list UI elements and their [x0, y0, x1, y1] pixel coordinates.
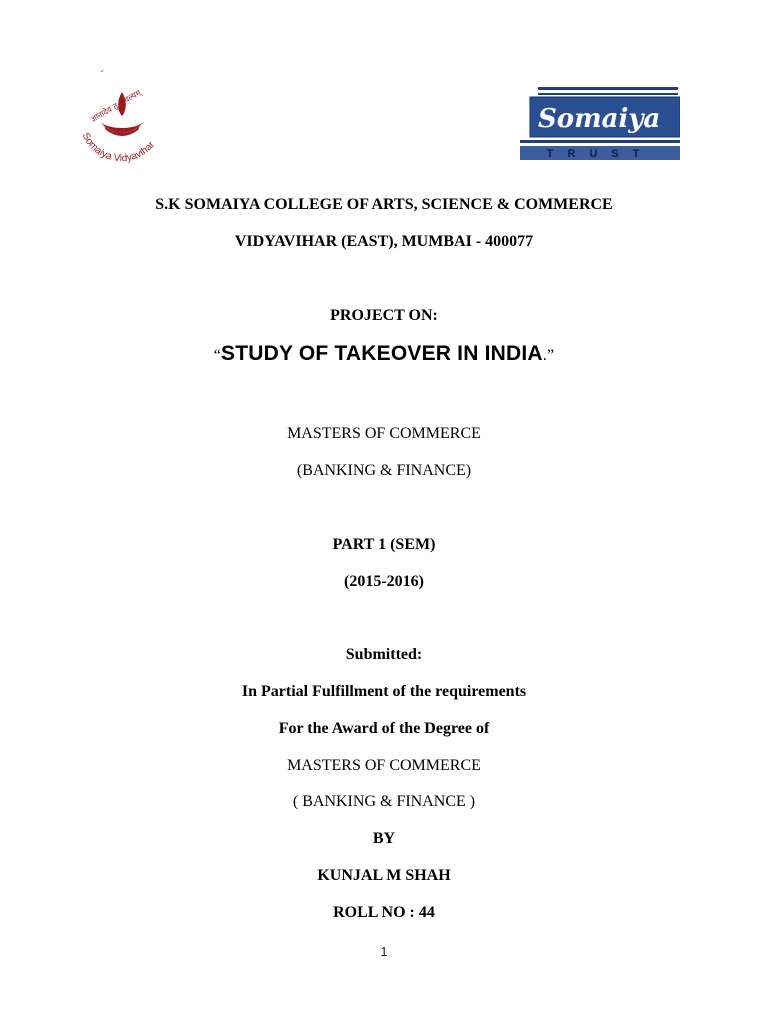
submission-by: BY [372, 830, 396, 847]
project-label: PROJECT ON: [330, 307, 438, 324]
somaiya-vidyavihar-logo [70, 70, 174, 166]
student-name: KUNJAL M SHAH [317, 867, 451, 884]
submission-line-1: In Partial Fulfillment of the requirements [241, 683, 527, 700]
lamp-logo-icon [70, 70, 174, 166]
submission-degree: MASTERS OF COMMERCE [287, 757, 481, 774]
course-specialization: (BANKING & FINANCE) [296, 462, 472, 479]
logo-bottom-text: Somaiya Vidyavihar [79, 131, 158, 165]
logo-motto-text [70, 70, 166, 72]
project-title [0, 342, 768, 366]
title-close-quote: .” [542, 347, 555, 364]
roll-number: ROLL NO : 44 [333, 904, 435, 921]
course-degree: MASTERS OF COMMERCE [287, 425, 481, 442]
submission-specialization: ( BANKING & FINANCE ) [292, 793, 476, 810]
title-text: STUDY OF TAKEOVER IN INDIA [221, 342, 543, 365]
trust-wordmark: Somaiya [538, 104, 661, 134]
college-name: S.K SOMAIYA COLLEGE OF ARTS, SCIENCE & COMMERCE [155, 196, 613, 213]
page-number: 1 [380, 944, 388, 959]
college-address: VIDYAVIHAR (EAST), MUMBAI - 400077 [234, 233, 534, 250]
somaiya-trust-logo [520, 87, 680, 167]
submitted-label: Submitted: [345, 646, 423, 663]
course-part: PART 1 (SEM) [332, 536, 436, 553]
course-year: (2015-2016) [344, 573, 424, 590]
logo-hindi-text: ज्ञानादेव तु कैवल्यम् [89, 88, 143, 124]
trust-subtitle: TRUST [546, 148, 654, 160]
somaiya-trust-logo-icon [520, 87, 680, 167]
title-open-quote: “ [213, 347, 221, 364]
submission-line-2: For the Award of the Degree of [278, 720, 490, 737]
